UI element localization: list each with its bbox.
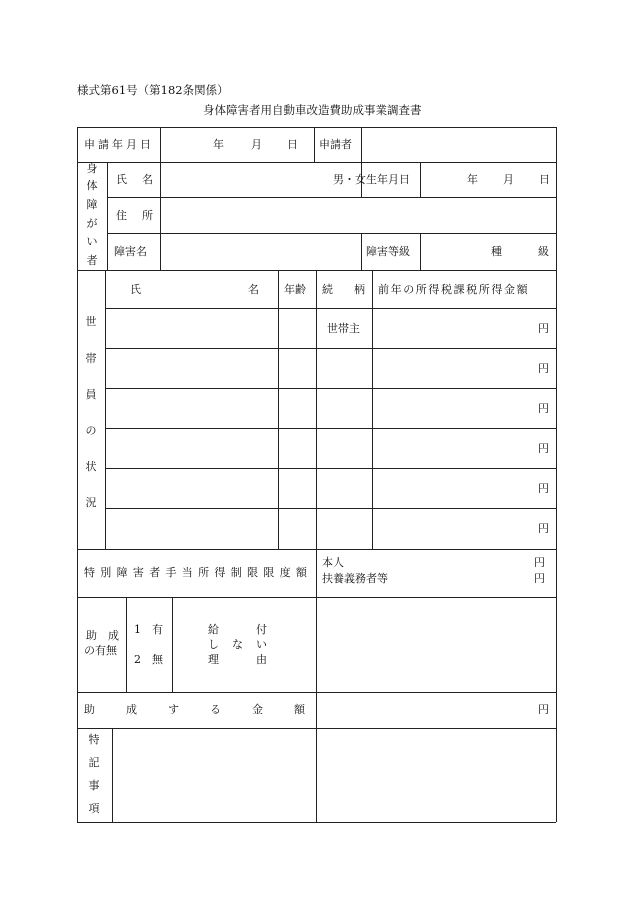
income-yen-unit: 円 <box>538 362 549 375</box>
supporter-yen-unit: 円 <box>534 572 545 585</box>
remarks-field-left[interactable] <box>113 729 316 822</box>
table-row[interactable] <box>105 388 556 428</box>
grade-type-unit: 種 <box>491 245 502 258</box>
date-year-unit: 年 <box>213 138 224 151</box>
date-month-unit: 月 <box>251 138 262 151</box>
income-yen-unit: 円 <box>538 482 549 495</box>
application-date-field[interactable] <box>161 128 314 162</box>
subsidy-amount-field[interactable] <box>317 693 556 728</box>
subsidy-option-yes[interactable]: 1 有 <box>134 623 163 636</box>
birth-day-unit: 日 <box>539 173 550 186</box>
table-row[interactable] <box>105 348 556 388</box>
income-yen-unit: 円 <box>538 402 549 415</box>
special-allowance-label: 特別障害者手当所得制限限度額 <box>84 566 313 579</box>
disability-name-label: 障害名 <box>114 245 147 258</box>
birth-month-unit: 月 <box>503 173 514 186</box>
application-date-label: 申請年月日 <box>84 138 154 151</box>
birth-date-field[interactable] <box>421 163 556 197</box>
subsidy-option-no[interactable]: 2 無 <box>134 653 163 666</box>
date-day-unit: 日 <box>287 138 298 151</box>
table-row[interactable] <box>105 428 556 468</box>
disability-grade-label: 障害等級 <box>366 245 410 258</box>
birth-year-unit: 年 <box>467 173 478 186</box>
relation-cell: 世帯主 <box>327 322 360 335</box>
grade-level-unit: 級 <box>538 245 549 258</box>
table-row[interactable] <box>105 468 556 508</box>
remarks-field-right[interactable] <box>317 729 556 822</box>
subsidy-yen-unit: 円 <box>538 703 549 716</box>
form-number: 様式第61号（第182条関係） <box>77 83 229 97</box>
income-yen-unit: 円 <box>538 322 549 335</box>
disability-grade-field[interactable] <box>421 234 556 270</box>
form-title: 身体障害者用自動車改造費助成事業調査書 <box>203 103 422 117</box>
birth-date-label: 生年月日 <box>366 173 410 186</box>
address-field[interactable] <box>161 198 556 233</box>
self-yen-unit: 円 <box>534 556 545 569</box>
supporter-label: 扶養義務者等 <box>322 572 388 585</box>
income-yen-unit: 円 <box>538 522 549 535</box>
income-yen-unit: 円 <box>538 442 549 455</box>
table-row[interactable] <box>105 308 556 348</box>
applicant-field[interactable] <box>362 128 556 162</box>
disabled-person-name-field[interactable] <box>161 163 331 197</box>
self-label: 本人 <box>322 556 344 569</box>
household-age-header: 年齢 <box>284 283 306 296</box>
gender-select[interactable]: 男・女 <box>333 173 366 186</box>
disability-name-field[interactable] <box>161 234 361 270</box>
special-allowance-field[interactable] <box>317 550 556 597</box>
no-payment-reason-field[interactable] <box>317 598 556 692</box>
table-row[interactable] <box>105 508 556 549</box>
household-income-header: 前年の所得税課税所得金額 <box>378 283 530 296</box>
applicant-label: 申請者 <box>319 138 352 151</box>
